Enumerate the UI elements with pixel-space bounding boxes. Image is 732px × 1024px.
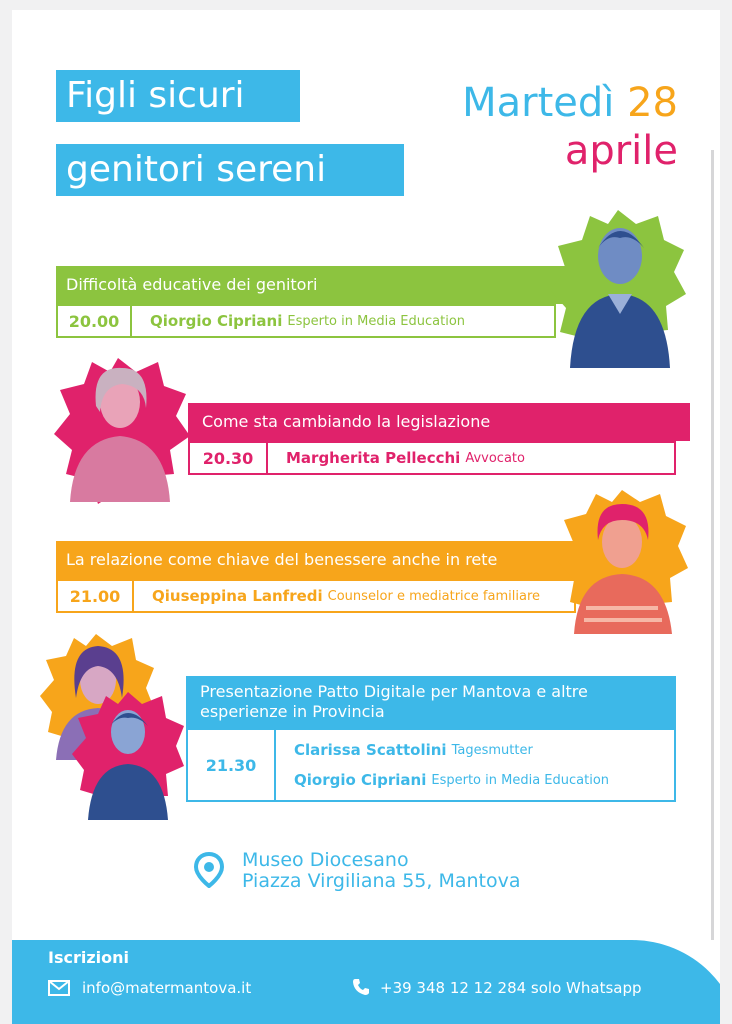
location-pin-icon <box>194 852 224 888</box>
talk-4-row <box>186 728 676 802</box>
envelope-icon <box>48 980 70 996</box>
event-day-name: Martedì <box>462 80 615 126</box>
talk-3-speaker <box>134 581 540 611</box>
speaker-photo-cipriani-2 <box>70 690 186 822</box>
speaker-photo-lanfredi <box>556 488 690 636</box>
location <box>242 850 521 892</box>
footer-phone[interactable]: +39 348 12 12 284 solo Whatsapp <box>380 979 642 997</box>
phone-icon <box>352 978 370 996</box>
talk-1-topic: Difficoltà educative dei genitori <box>56 266 586 304</box>
talk-1-time: 20.00 <box>58 306 132 336</box>
talk-4-topic <box>186 676 676 728</box>
talk-2-speaker <box>268 443 525 473</box>
event-day-number: 28 <box>627 80 678 126</box>
talk-4-speaker-2-role: Esperto in Media Education <box>431 772 610 788</box>
speaker-photo-cipriani <box>548 208 688 370</box>
talk-2-speaker-role: Avvocato <box>465 450 525 466</box>
event-day <box>462 80 678 126</box>
title-line-1: Figli sicuri <box>56 70 300 122</box>
talk-1-speaker-name: Qiorgio Cipriani <box>150 312 283 330</box>
talk-3-topic: La relazione come chiave del benessere anche in rete <box>56 541 596 579</box>
location-venue: Museo Diocesano <box>242 849 409 871</box>
talk-3-speaker-role: Counselor e mediatrice familiare <box>327 588 540 604</box>
talk-1-speaker-role: Esperto in Media Education <box>287 313 466 329</box>
footer-email-link[interactable]: info@matermantova.it <box>82 979 252 997</box>
talk-4-topic-line-2: esperienze in Provincia <box>200 702 385 721</box>
location-address: Piazza Virgiliana 55, Mantova <box>242 870 521 892</box>
talk-4-speaker-1-name: Clarissa Scattolini <box>294 741 447 759</box>
page-edge-shadow <box>711 150 714 940</box>
talk-4-speaker-2 <box>276 765 609 795</box>
title-line-2: genitori sereni <box>56 144 404 196</box>
talk-4-speaker-1 <box>276 735 609 765</box>
speaker-photo-pellecchi <box>52 356 192 506</box>
talk-4-speakers <box>276 730 609 800</box>
talk-2-topic: Come sta cambiando la legislazione <box>188 403 690 441</box>
talk-2-row <box>188 441 676 475</box>
talk-3-time: 21.00 <box>58 581 134 611</box>
talk-4-topic-line-1: Presentazione Patto Digitale per Mantova e altre <box>200 682 588 701</box>
talk-2-speaker-name: Margherita Pellecchi <box>286 449 461 467</box>
footer-title: Iscrizioni <box>48 948 129 967</box>
talk-4-speaker-1-role: Tagesmutter <box>451 742 533 758</box>
talk-4-speaker-2-name: Qiorgio Cipriani <box>294 771 427 789</box>
flyer-page <box>12 10 720 1024</box>
talk-1-row <box>56 304 556 338</box>
talk-2-time: 20.30 <box>190 443 268 473</box>
talk-4-time: 21.30 <box>188 730 276 800</box>
talk-3-row <box>56 579 576 613</box>
talk-1-speaker <box>132 306 465 336</box>
talk-3-speaker-name: Qiuseppina Lanfredi <box>152 587 323 605</box>
event-month: aprile <box>564 128 678 174</box>
